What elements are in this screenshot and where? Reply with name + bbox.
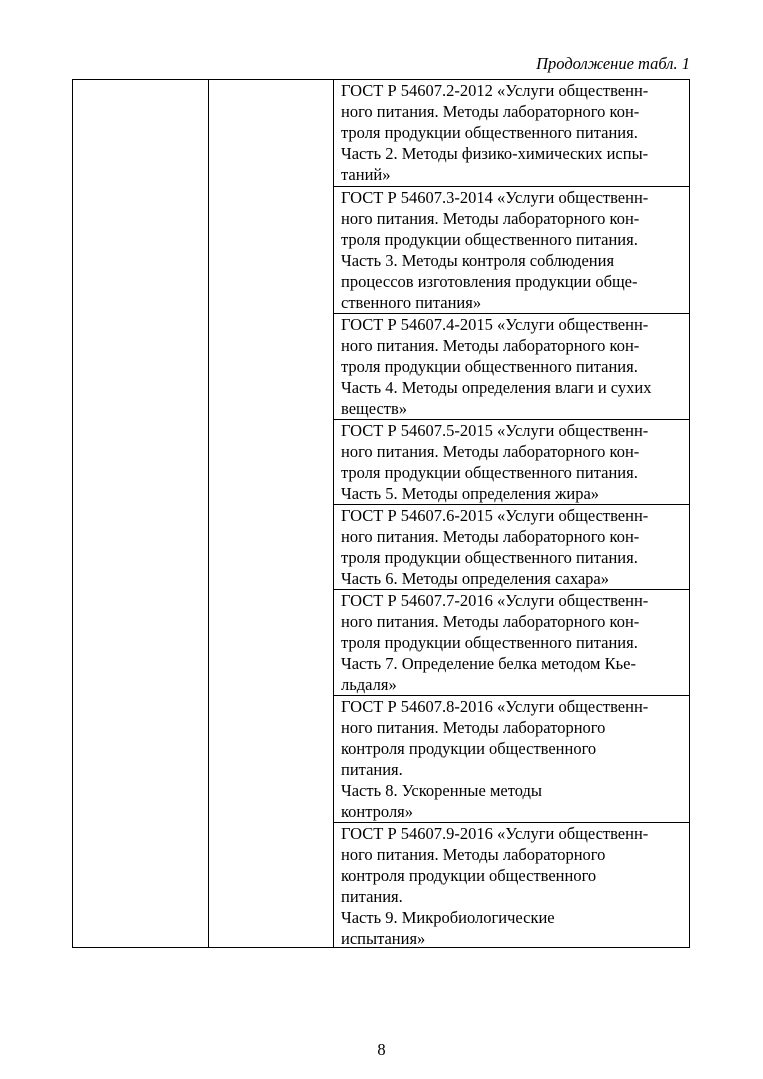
standard-text-line: ного питания. Методы лабораторного кон-	[341, 102, 640, 121]
column-1-divider	[208, 80, 209, 947]
standard-text-line: Часть 8. Ускоренные методы	[341, 781, 542, 800]
standard-text-line: питания.	[341, 760, 403, 779]
standard-text-line: Часть 5. Методы определения жира»	[341, 484, 600, 503]
standard-text-line: ГОСТ Р 54607.8-2016 «Услуги общественн-	[341, 697, 649, 716]
page-number: 8	[377, 1040, 386, 1059]
standard-text-line: троля продукции общественного питания.	[341, 230, 638, 249]
standard-text-line: ного питания. Методы лабораторного кон-	[341, 527, 640, 546]
standard-text-line: контроля»	[341, 802, 414, 821]
standard-text-line: Часть 6. Методы определения сахара»	[341, 569, 609, 588]
standard-text-line: процессов изготовления продукции обще-	[341, 272, 638, 291]
standard-text-line: троля продукции общественного питания.	[341, 548, 638, 567]
standard-text-line: ГОСТ Р 54607.5-2015 «Услуги общественн-	[341, 421, 649, 440]
standard-text-line: троля продукции общественного питания.	[341, 123, 638, 142]
standard-cell	[334, 589, 689, 695]
standard-text-line: ного питания. Методы лабораторного кон-	[341, 336, 640, 355]
standard-text-line: контроля продукции общественного	[341, 866, 597, 885]
standard-text-line: ГОСТ Р 54607.4-2015 «Услуги общественн-	[341, 315, 649, 334]
standard-text-line: веществ»	[341, 399, 408, 418]
standard-cell	[334, 695, 689, 822]
standard-text-line: питания.	[341, 887, 403, 906]
standard-text-line: троля продукции общественного питания.	[341, 357, 638, 376]
standard-text-line: троля продукции общественного питания.	[341, 633, 638, 652]
standard-text-line: испытания»	[341, 929, 426, 948]
standard-cell	[334, 313, 689, 419]
standard-text-line: льдаля»	[341, 675, 397, 694]
standard-text-line: ственного питания»	[341, 293, 482, 312]
standard-cell	[334, 419, 689, 504]
standard-text-line: ГОСТ Р 54607.3-2014 «Услуги общественн-	[341, 188, 649, 207]
standard-text-line: троля продукции общественного питания.	[341, 463, 638, 482]
standard-text-line: контроля продукции общественного	[341, 739, 597, 758]
standard-text-line: ГОСТ Р 54607.6-2015 «Услуги общественн-	[341, 506, 649, 525]
standard-cell	[334, 504, 689, 589]
standard-text-line: ного питания. Методы лабораторного кон-	[341, 442, 640, 461]
standard-text-line: ного питания. Методы лабораторного	[341, 718, 606, 737]
standard-text-line: Часть 7. Определение белка методом Кье-	[341, 654, 636, 673]
standard-text-line: ного питания. Методы лабораторного кон-	[341, 209, 640, 228]
standard-text-line: ГОСТ Р 54607.2-2012 «Услуги общественн-	[341, 81, 649, 100]
standard-cell	[334, 80, 689, 186]
standards-table	[72, 79, 690, 948]
standard-text-line: Часть 2. Методы физико-химических испы-	[341, 144, 649, 163]
standard-text-line: ГОСТ Р 54607.7-2016 «Услуги общественн-	[341, 591, 649, 610]
standard-text-line: Часть 9. Микробиологические	[341, 908, 555, 927]
standard-text-line: таний»	[341, 165, 391, 184]
standard-cell	[334, 822, 689, 947]
table-continuation-caption: Продолжение табл. 1	[536, 54, 690, 73]
standard-text-line: Часть 3. Методы контроля соблюдения	[341, 251, 615, 270]
standard-text-line: ного питания. Методы лабораторного	[341, 845, 606, 864]
standard-text-line: Часть 4. Методы определения влаги и сухих	[341, 378, 652, 397]
standard-text-line: ного питания. Методы лабораторного кон-	[341, 612, 640, 631]
standard-text-line: ГОСТ Р 54607.9-2016 «Услуги общественн-	[341, 824, 649, 843]
standard-cell	[334, 186, 689, 313]
